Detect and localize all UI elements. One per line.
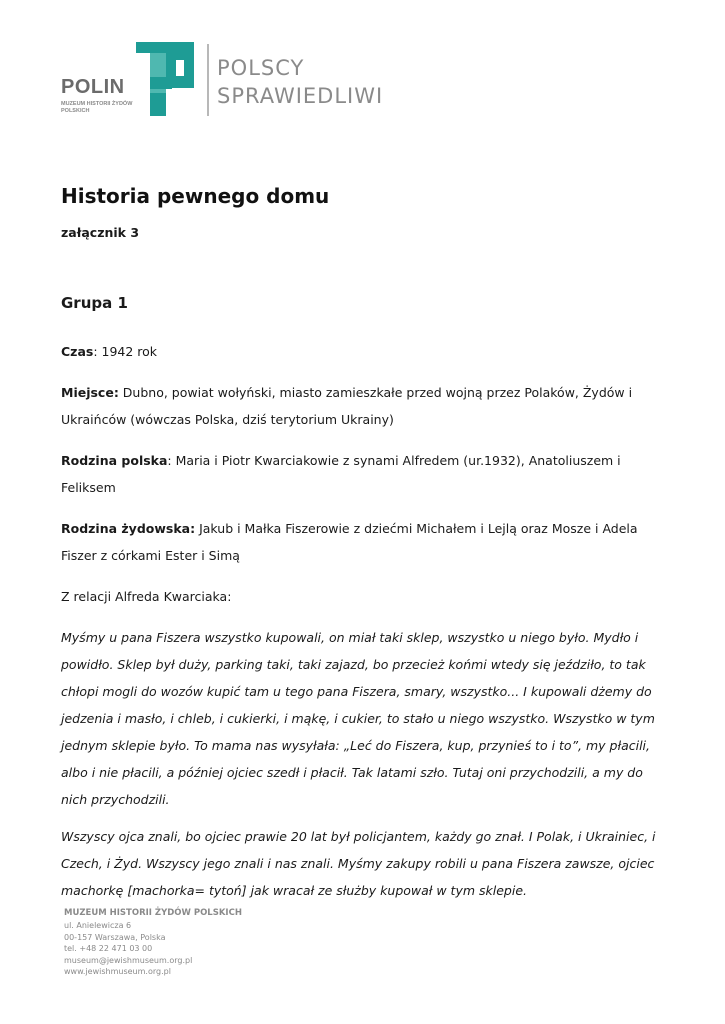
group-heading: Grupa 1 bbox=[61, 294, 128, 312]
footer-org-name: MUZEUM HISTORII ŻYDÓW POLSKICH bbox=[64, 908, 242, 918]
quote-paragraph-2: Wszyscy ojca znali, bo ojciec prawie 20 lat był policjantem, każdy go znał. I Polak, i Ukrainiec, i Czech, i Żyd. Wszyscy jego znali i nas znali. Myśmy zakupy robili u pana Fiszera zawsze, ojciec machorkę [machorka= tytoń] jak wracał ze służby kupował w tym sklepie. bbox=[61, 829, 656, 898]
field-czas bbox=[61, 338, 671, 365]
field-czas-value: : 1942 rok bbox=[93, 344, 158, 359]
field-rodzina-zydowska-label: Rodzina żydowska: bbox=[61, 521, 196, 536]
footer-city: 00-157 Warszawa, Polska bbox=[64, 932, 166, 942]
footer-email: museum@jewishmuseum.org.pl bbox=[64, 955, 193, 965]
polin-logo-text: POLIN bbox=[61, 76, 125, 98]
footer-phone: tel. +48 22 471 03 00 bbox=[64, 944, 153, 953]
field-miejsce-label: Miejsce: bbox=[61, 385, 119, 400]
field-czas-label: Czas bbox=[61, 344, 94, 359]
field-rodzina-polska bbox=[61, 447, 671, 501]
field-miejsce bbox=[61, 379, 671, 433]
attachment-label: załącznik 3 bbox=[61, 225, 140, 240]
brand-title-line2: SPRAWIEDLIWI bbox=[217, 84, 384, 108]
header-divider bbox=[207, 44, 209, 116]
field-rodzina-zydowska-value: Jakub i Małka Fiszerowie z dziećmi Michałem i Lejlą oraz Mosze i Adela Fiszer z córkami Ester i Simą bbox=[61, 521, 638, 563]
field-miejsce-value: Dubno, powiat wołyński, miasto zamieszkałe przed wojną przez Polaków, Żydów i Ukraińców (wówczas Polska, dziś terytorium Ukrainy) bbox=[61, 385, 633, 427]
footer-street: ul. Anielewicza 6 bbox=[64, 921, 132, 930]
page-title: Historia pewnego domu bbox=[61, 184, 330, 208]
field-rodzina-zydowska bbox=[61, 515, 671, 569]
relacja-intro: Z relacji Alfreda Kwarciaka: bbox=[61, 589, 232, 604]
polin-logo-icon bbox=[136, 42, 194, 116]
field-rodzina-polska-label: Rodzina polska bbox=[61, 453, 168, 468]
document-body bbox=[61, 180, 671, 904]
brand-title-line1: POLSCY bbox=[217, 56, 305, 80]
quote-paragraph-1: Myśmy u pana Fiszera wszystko kupowali, on miał taki sklep, wszystko u niego było. Mydło i powidło. Sklep był duży, parking taki, taki zajazd, bo przecież końmi wtedy się jeździło, to tak chłopi mogli do wozów kupić tam u tego pana Fiszera, smary, wszystko... I kupowali dżemy do jedzenia i masło, i chleb, i cukierki, i mąkę, i cukier, to stało u niego wszystko. Wszystko w tym jednym sklepie było. To mama nas wysyłała: „Leć do Fiszera, kup, przynieś to i to”, my płacili, albo i nie płacili, a później ojciec szedł i płacił. Tak latami szło. Tutaj oni przychodzili, a my do nich przychodzili. bbox=[61, 630, 655, 807]
footer-website: www.jewishmuseum.org.pl bbox=[64, 967, 171, 976]
polin-logo-subtitle: MUZEUM HISTORII ŻYDÓW POLSKICH bbox=[61, 101, 133, 114]
field-rodzina-polska-value: : Maria i Piotr Kwarciakowie z synami Alfredem (ur.1932), Anatoliuszem i Feliksem bbox=[61, 453, 621, 495]
page-header bbox=[0, 0, 725, 140]
page-footer bbox=[64, 907, 242, 978]
